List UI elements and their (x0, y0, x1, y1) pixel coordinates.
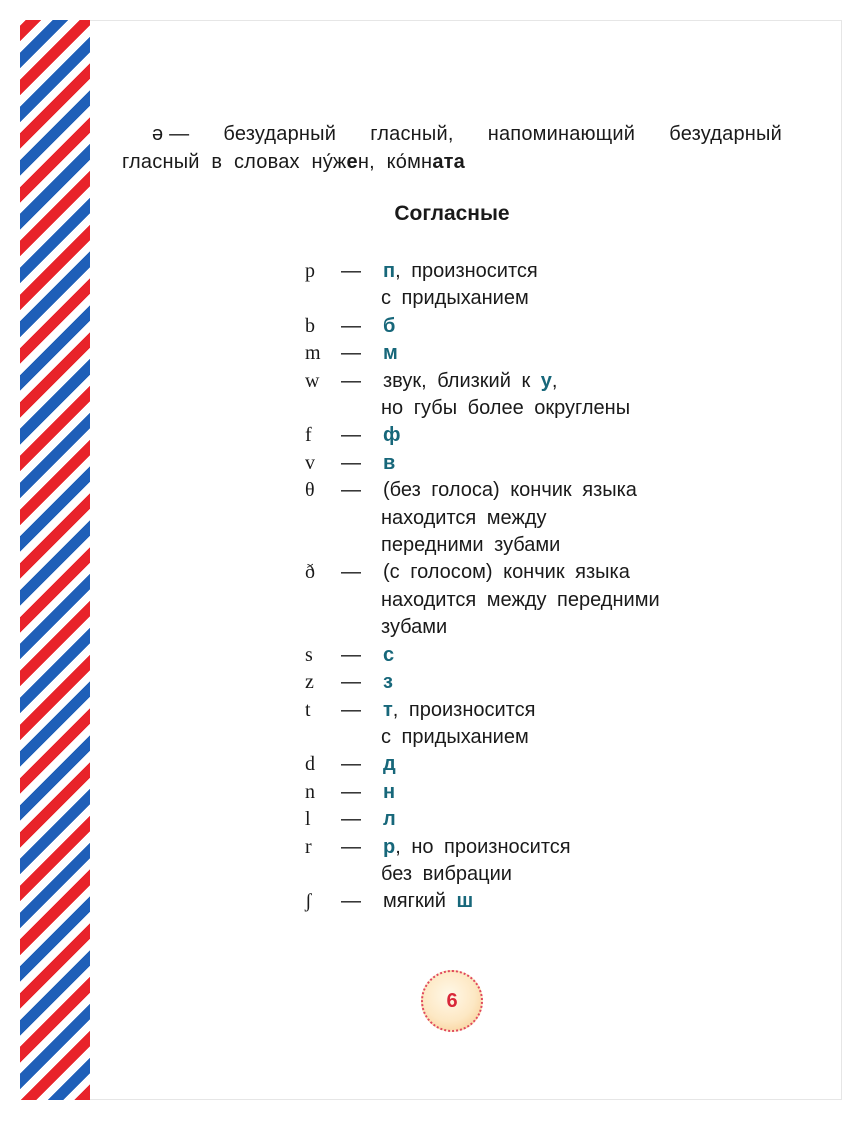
phonetic-symbol: p (305, 260, 315, 282)
intro-symbol-dash: ə — (152, 123, 190, 145)
dash: — (341, 671, 361, 694)
description-text: (с голосом) кончик языка (383, 561, 630, 584)
consonant-row (303, 422, 763, 449)
consonant-row (303, 258, 763, 285)
phonetic-symbol: t (305, 698, 311, 721)
phonetic-symbol: b (305, 314, 315, 337)
russian-letter: п (383, 260, 396, 282)
consonant-row (303, 834, 763, 861)
dash: — (341, 314, 361, 337)
consonant-row (303, 669, 763, 696)
consonant-description (383, 669, 763, 696)
consonant-description (383, 834, 763, 861)
consonant-list (303, 258, 763, 916)
consonant-description (383, 258, 763, 285)
consonant-description (383, 779, 763, 806)
consonant-description (383, 422, 763, 449)
dash: — (341, 808, 361, 831)
description-text: (без голоса) кончик языка (383, 479, 637, 502)
description-continuation: находится между передними (381, 588, 660, 611)
decorative-stripe-border (20, 20, 90, 1100)
dash: — (341, 561, 361, 584)
phonetic-symbol: ʃ (305, 890, 312, 913)
phonetic-symbol: s (305, 643, 313, 666)
phonetic-symbol: w (305, 369, 320, 392)
consonant-description (383, 450, 763, 477)
dash: — (341, 479, 361, 502)
consonant-description (383, 313, 763, 340)
consonant-description (383, 477, 763, 504)
phonetic-symbol: v (305, 451, 315, 474)
dash: — (341, 890, 361, 913)
consonant-description (383, 751, 763, 778)
russian-letter: т (383, 698, 393, 721)
dash: — (341, 780, 361, 803)
russian-letter: м (383, 342, 398, 365)
consonant-row (303, 368, 763, 395)
russian-letter: ш (456, 890, 474, 913)
russian-letter: н (383, 780, 396, 803)
russian-letter: д (383, 753, 396, 776)
intro-word: напоминающий (487, 123, 636, 145)
dash: — (341, 342, 361, 365)
dash: — (341, 451, 361, 474)
example-word-1: ну́жен, (311, 151, 387, 173)
dash: — (341, 835, 361, 858)
consonant-row (303, 751, 763, 778)
consonant-description (383, 697, 763, 724)
consonant-row (303, 888, 763, 915)
consonant-description (383, 806, 763, 833)
russian-letter: в (383, 451, 396, 474)
intro-word: гласный, (370, 123, 454, 145)
consonant-row (303, 340, 763, 367)
consonant-row (303, 806, 763, 833)
russian-letter: у (540, 369, 552, 392)
dash: — (341, 753, 361, 776)
consonant-row (303, 642, 763, 669)
description-text: мягкий (383, 890, 457, 913)
consonant-description (383, 559, 763, 586)
consonant-row (303, 477, 763, 504)
description-text: , (551, 369, 558, 392)
consonant-row (303, 779, 763, 806)
intro-word: безударный (669, 123, 782, 145)
russian-letter: с (383, 643, 395, 666)
intro-word: безударный (223, 123, 337, 145)
dash: — (341, 643, 361, 666)
phonetic-symbol: m (305, 342, 321, 365)
description-continuation: но губы более округлены (381, 397, 631, 420)
dash: — (341, 260, 361, 282)
phonetic-symbol: l (305, 808, 311, 831)
description-text: звук, близкий к (383, 369, 541, 392)
description-continuation: без вибрации (381, 862, 512, 885)
consonant-description (383, 888, 763, 915)
page-number-badge (421, 970, 483, 1032)
consonant-row (303, 313, 763, 340)
phonetic-symbol: r (305, 835, 312, 858)
russian-letter: ф (383, 424, 401, 447)
intro-paragraph (122, 120, 782, 176)
description-continuation: с придыханием (381, 725, 529, 748)
section-heading: Согласные (394, 202, 510, 225)
dash: — (341, 698, 361, 721)
russian-letter: р (383, 835, 396, 858)
page-number: 6 (446, 989, 458, 1012)
consonant-row (303, 450, 763, 477)
intro-line-1 (122, 120, 782, 148)
consonant-description (383, 642, 763, 669)
description-continuation: с придыханием (381, 287, 529, 310)
consonant-description (383, 368, 763, 395)
russian-letter: б (383, 314, 396, 337)
phonetic-symbol: ð (305, 561, 315, 584)
phonetic-symbol: f (305, 424, 312, 447)
russian-letter: з (383, 671, 393, 694)
consonant-row (303, 559, 763, 586)
description-text: , но произносится (395, 835, 571, 858)
description-continuation: зубами (381, 616, 448, 639)
phonetic-symbol: z (305, 671, 314, 694)
description-continuation: передними зубами (381, 534, 561, 557)
description-text: , произносится (395, 260, 538, 282)
description-continuation: находится между (381, 506, 547, 529)
consonant-row (303, 697, 763, 724)
dash: — (341, 369, 361, 392)
phonetic-symbol: d (305, 753, 315, 776)
dash: — (341, 424, 361, 447)
phonetic-symbol: n (305, 780, 315, 803)
intro-line-2: гласный в словах ну́жен, ко́мната (122, 151, 465, 173)
phonetic-symbol: θ (305, 479, 315, 502)
example-word-2: ко́мната (386, 151, 465, 173)
consonant-description (383, 340, 763, 367)
description-text: , произносится (392, 698, 536, 721)
russian-letter: л (383, 808, 396, 831)
